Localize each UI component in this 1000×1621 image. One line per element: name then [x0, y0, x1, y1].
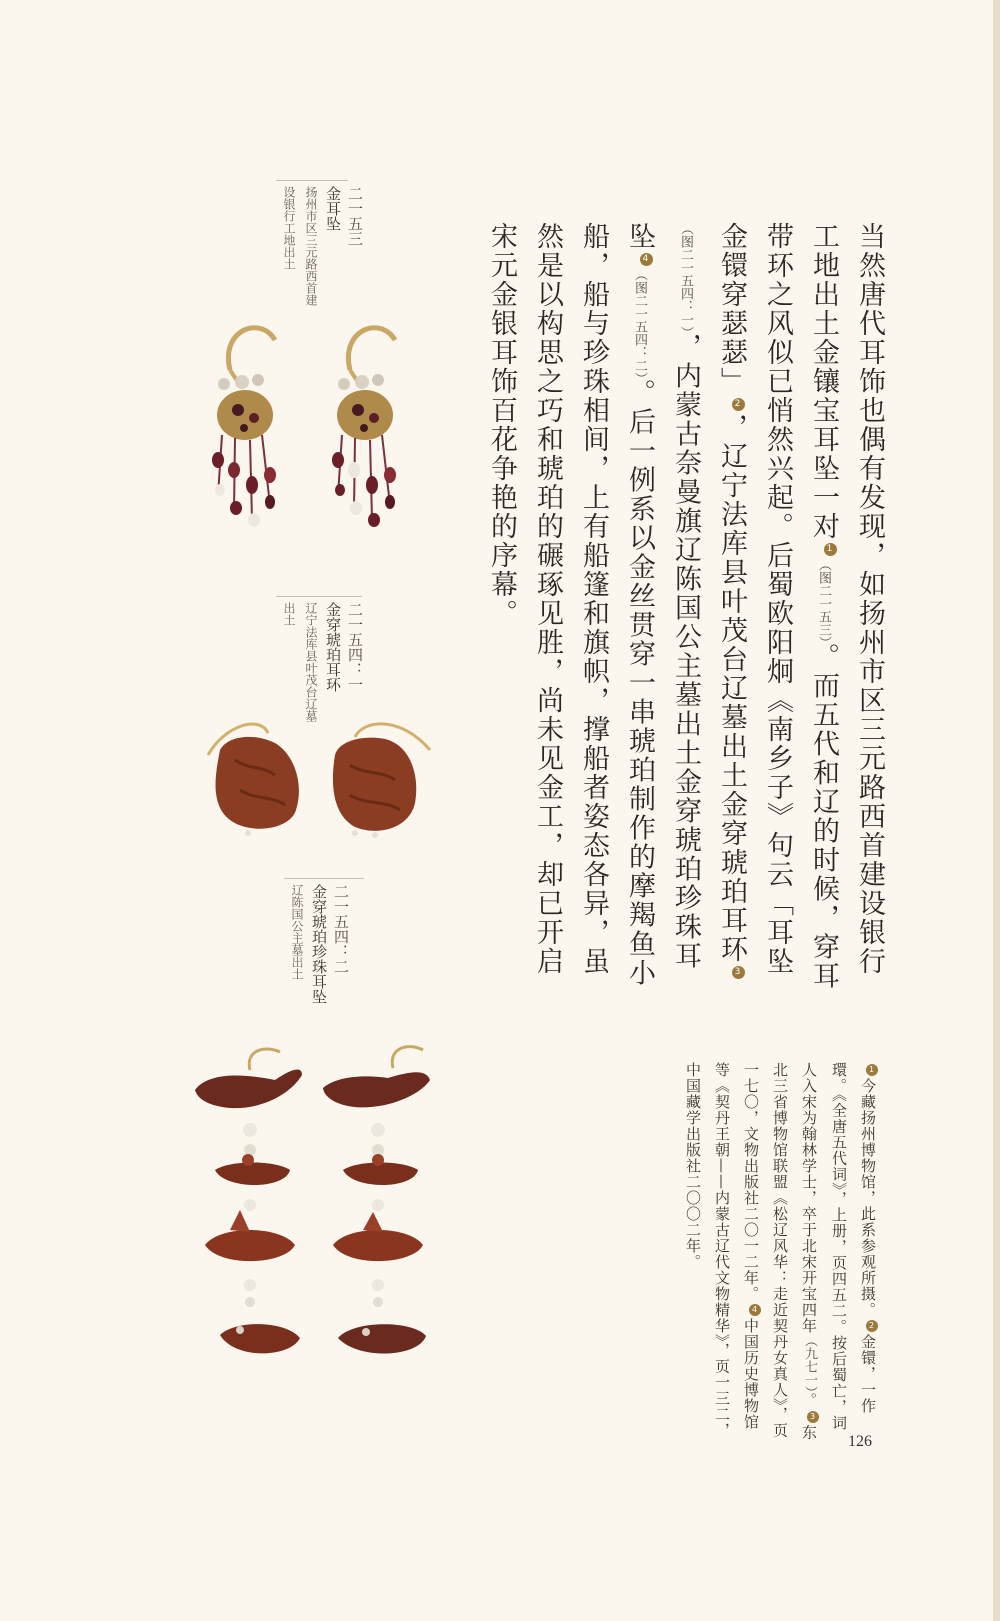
caption-rule-2 — [276, 596, 362, 597]
note-marker-4[interactable]: 4 — [640, 253, 653, 266]
boat-pendant-right — [323, 1047, 430, 1354]
earring-right — [332, 328, 396, 527]
caption-number: 二一五四：二 — [332, 884, 350, 974]
figure-ref-2154-1: （图二一五四：一） — [678, 222, 693, 333]
caption-location: 扬州市区三元路西首建设银行工地出土 — [282, 186, 318, 306]
earring-photo-2154-2 — [190, 1040, 450, 1380]
caption-title: 金穿琥珀耳环 — [324, 602, 342, 692]
earring-photo-2154-1 — [200, 715, 440, 845]
footnotes — [678, 1062, 882, 1442]
footnote-marker-3: 3 — [807, 1411, 819, 1423]
caption-title: 金穿琥珀珍珠耳坠 — [310, 884, 328, 1004]
earring-photo-2153 — [200, 310, 460, 550]
amber-earring-left — [208, 724, 299, 836]
footnote-marker-1: 1 — [866, 1064, 878, 1076]
footnote-4: 中国历史博物馆等《契丹王朝——内蒙古辽代文物精华》，页一三二，中国藏学出版社二〇〇二年。 — [684, 1062, 760, 1439]
note-marker-2[interactable]: 2 — [732, 398, 745, 411]
note-marker-1[interactable]: 1 — [824, 543, 837, 556]
main-text-run-5: 。后一例系以金丝贯穿一串琥珀制作的摩羯鱼小船，船与珍珠相间，上有船篷和旗帜，撑船者姿态各异，虽然是以构思之巧和琥珀的碾琢见胜，尚未见金工，却已开启宋元金银耳饰百花争艳的序幕。 — [486, 222, 655, 988]
footnote-1: 今藏扬州博物馆，此系参观所摄。 — [859, 1078, 877, 1318]
footnote-3: 东北三省博物馆联盟《松辽风华：走近契丹女真人》，页一七〇，文物出版社二〇一二年。 — [742, 1062, 818, 1441]
main-text-run-4: ，内蒙古奈曼旗辽陈国公主墓出土金穿琥珀珍珠耳坠 — [624, 222, 701, 971]
footnote-2: 金镮，一作環。《全唐五代词》，上册，页四五二。按后蜀亡，词人入宋为翰林学士，卒于北宋开宝四年 — [800, 1062, 877, 1431]
caption-2154-2 — [286, 884, 352, 1034]
footnote-2-end: 。 — [800, 1392, 818, 1409]
caption-number: 二一五四：一 — [346, 602, 364, 692]
page-number: 126 — [848, 1433, 872, 1450]
page-gutter-shadow — [993, 0, 1000, 1621]
caption-location: 辽宁法库县叶茂台辽墓出土 — [282, 602, 318, 722]
caption-location: 辽陈国公主墓出土 — [290, 884, 304, 980]
figure-ref-2153: （图二一五三） — [816, 558, 831, 643]
main-text-run-2: 。而五代和辽的时候，穿耳带环之风似已悄然兴起。后蜀欧阳炯《南乡子》句云「耳坠金镮穿瑟瑟」 — [716, 222, 839, 991]
boat-pendant-left — [195, 1049, 302, 1353]
main-text-run-1: 当然唐代耳饰也偶有发现，如扬州市区三元路西首建设银行工地出土金镶宝耳坠一对 — [808, 222, 885, 976]
caption-2154-1 — [278, 602, 366, 732]
footnote-marker-4: 4 — [749, 1304, 761, 1316]
main-text-run-3: ，辽宁法库县叶茂台辽墓出土金穿琥珀耳环 — [716, 413, 747, 964]
footnote-2-year: （九七一） — [802, 1334, 817, 1393]
caption-number: 二一五三 — [346, 186, 364, 246]
caption-rule-3 — [284, 878, 364, 879]
caption-title: 金耳坠 — [324, 186, 342, 231]
note-marker-3[interactable]: 3 — [732, 966, 745, 979]
amber-earring-right — [333, 724, 430, 838]
caption-2153 — [278, 186, 366, 306]
caption-rule-1 — [276, 180, 348, 181]
footnote-marker-2: 2 — [866, 1320, 878, 1332]
figure-ref-2154-2: （图二一五四：二） — [632, 268, 647, 379]
earring-left — [212, 328, 276, 527]
main-text — [478, 222, 892, 992]
